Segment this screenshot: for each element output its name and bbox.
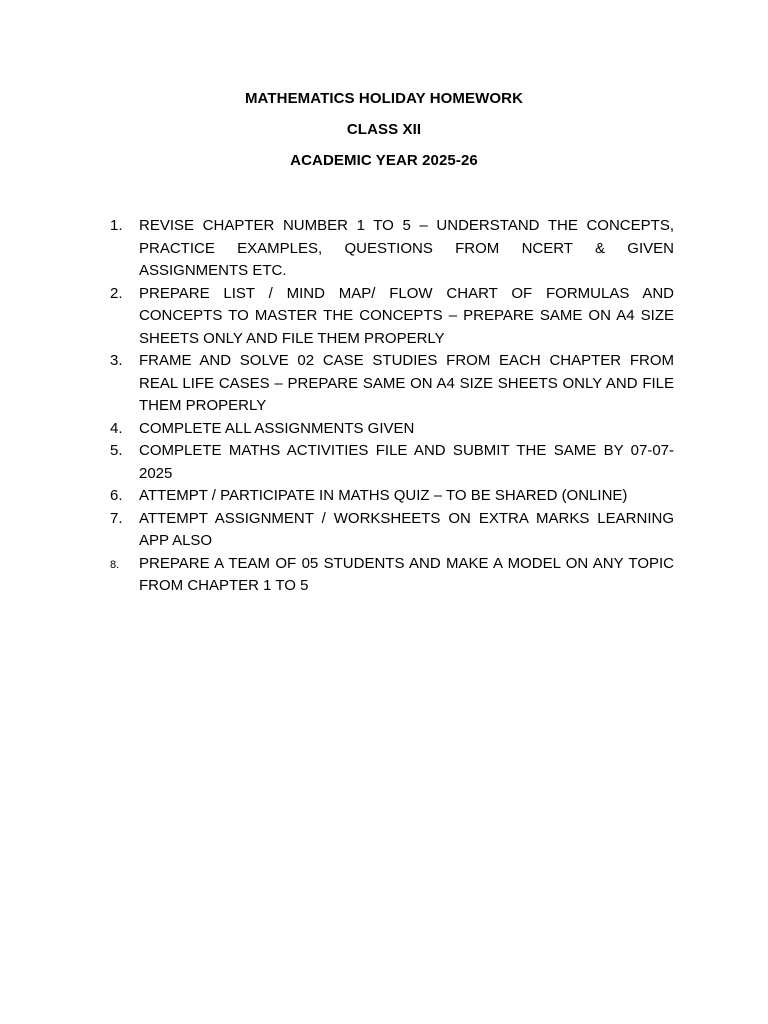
- item-text: REVISE CHAPTER NUMBER 1 TO 5 – UNDERSTAND THE CONCEPTS, PRACTICE EXAMPLES, QUESTIONS FROM NCERT & GIVEN ASSIGNMENTS ETC.: [139, 217, 674, 279]
- item-text: FRAME AND SOLVE 02 CASE STUDIES FROM EACH CHAPTER FROM REAL LIFE CASES – PREPARE SAME ON A4 SIZE SHEETS ONLY AND FILE THEM PROPERLY: [139, 352, 674, 414]
- item-text: ATTEMPT ASSIGNMENT / WORKSHEETS ON EXTRA MARKS LEARNING APP ALSO: [139, 509, 674, 549]
- item-number: 6.: [110, 487, 123, 504]
- list-item: [110, 440, 674, 485]
- item-text: ATTEMPT / PARTICIPATE IN MATHS QUIZ – TO BE SHARED (ONLINE): [139, 487, 628, 504]
- class-label: CLASS XII: [346, 121, 422, 138]
- list-item: [110, 418, 674, 441]
- item-number: 4.: [110, 419, 123, 437]
- item-text: PREPARE A TEAM OF 05 STUDENTS AND MAKE A MODEL ON ANY TOPIC FROM CHAPTER 1 TO 5: [139, 554, 674, 594]
- item-number: 2.: [110, 284, 123, 302]
- academic-year: ACADEMIC YEAR 2025-26: [290, 152, 478, 169]
- list-item: [110, 485, 674, 508]
- item-text: COMPLETE ALL ASSIGNMENTS GIVEN: [139, 419, 415, 437]
- document-title: MATHEMATICS HOLIDAY HOMEWORK: [244, 90, 524, 107]
- title-block: [0, 89, 768, 182]
- item-text: COMPLETE MATHS ACTIVITIES FILE AND SUBMIT THE SAME BY 07-07-2025: [139, 442, 674, 482]
- list-item: [110, 215, 674, 283]
- list-item: [110, 283, 674, 351]
- item-number: 7.: [110, 509, 123, 527]
- item-number: 8.: [110, 558, 120, 571]
- item-text: PREPARE LIST / MIND MAP/ FLOW CHART OF FORMULAS AND CONCEPTS TO MASTER THE CONCEPTS – PREPARE SAME ON A4 SIZE SHEETS ONLY AND FILE THEM PROPERLY: [139, 284, 674, 347]
- item-number: 3.: [110, 352, 123, 369]
- list-item: [110, 350, 674, 418]
- list-item: [110, 508, 674, 553]
- homework-list: [110, 215, 674, 598]
- item-number: 5.: [110, 442, 123, 459]
- item-number: 1.: [110, 217, 123, 234]
- list-item: [110, 553, 674, 598]
